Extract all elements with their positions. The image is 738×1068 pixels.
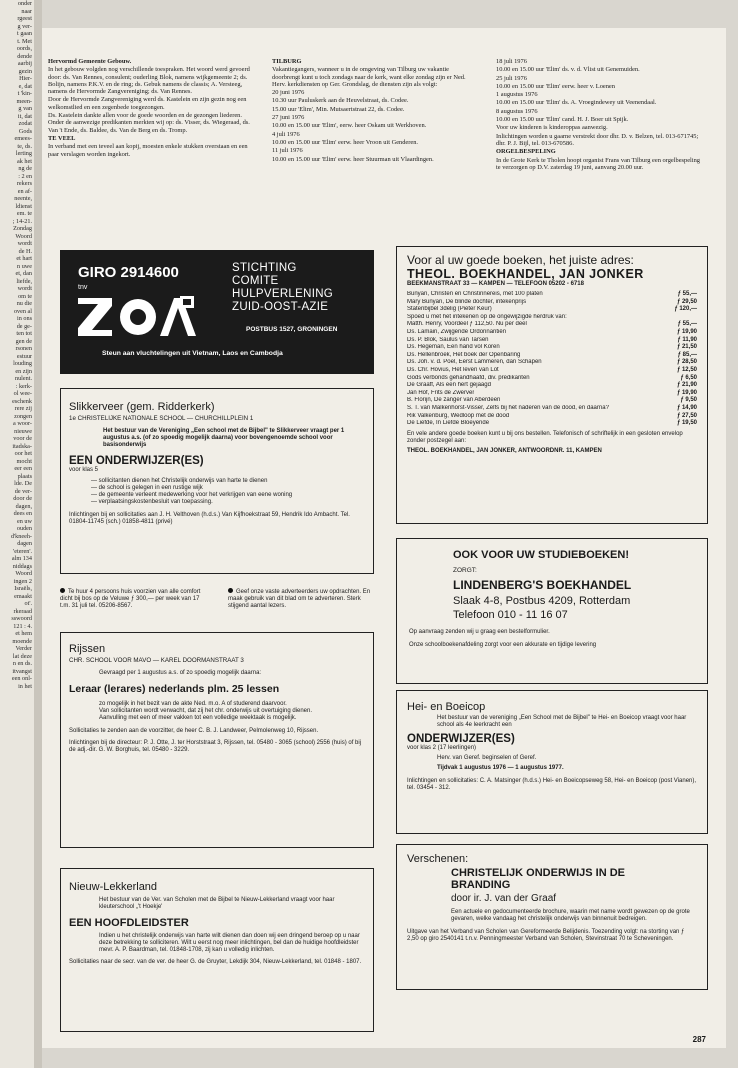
bleed-line: de ge- <box>16 322 32 330</box>
bleed-line: emaakt <box>14 592 32 600</box>
column-paragraph: 27 juni 1976 <box>272 114 305 122</box>
column-paragraph: In het gebouw volgden nog verschillende toespraken. Het woord werd gevoerd door: ds. Van Rennes, consulent; ouderling Blok, namens wijkgemeente 2; ds. Bolijn, namens P.K.V. en de ring; ds. Gebuk namens de classis; A. Versteeg, namens de Hervormde Zangvereniging; ds. Van Rennes. <box>48 66 250 96</box>
book-row <box>407 375 697 383</box>
bullet: — sollicitanten dienen het Christelijk onderwijs van harte te dienen <box>91 478 268 484</box>
bleed-line: n uwe <box>17 262 32 270</box>
ad-zorgt: ZORGT: <box>453 567 477 574</box>
ad-contact: Inlichtingen bij de directeur: P. J. Otte, J. ter Horststraat 3, Rijssen, tel. 05480 - 3065 (school) 2556 (huis) of bij de adj.-dir. G. W. Borghuis, tel. 05480 - 3229. <box>69 740 362 753</box>
ad-role: EEN HOOFDLEIDSTER <box>69 917 189 929</box>
book-price: ƒ 27,50 <box>676 412 697 419</box>
book-title: Statenbijbel 3delig (Pieter Keur) <box>407 306 492 313</box>
bleed-line: ldienst <box>15 202 32 210</box>
book-price: ƒ 6,50 <box>680 374 697 381</box>
ad-sollicitaties: Sollicitaties te zenden aan de voorzitter, de heer C. B. J. Landweer, Pelmolenweg 10, Rijssen. <box>69 728 319 734</box>
shop-address: BEEKMANSTRAAT 33 — KAMPEN — TELEFOON 05202 - 6718 <box>407 281 584 287</box>
book-title: Jan Hof, Frits de Zwerver <box>407 389 475 396</box>
bleed-line: ot'. <box>24 600 32 607</box>
column-paragraph: Ds. Kastelein dankte allen voor de goede woorden en de gezongen liederen. Onder de aanwezige predikanten merkten wij op: ds. Visser, ds. Wiegeraad, ds. Van 't Ende, ds. Baldee, ds. Van de Berg en ds. Tromp. <box>48 112 250 134</box>
book-price: ƒ 11,90 <box>677 336 697 343</box>
bullet-text: de school is gelegen in een rustige wijk <box>98 485 203 491</box>
column-paragraph: 10.00 en 15.00 uur 'Elim' ds. v. d. Vlist uit Genemuiden. <box>496 66 640 74</box>
book-price: ƒ 28,50 <box>676 359 697 366</box>
shop-address: Slaak 4-8, Postbus 4209, Rotterdam <box>453 595 631 607</box>
adjacent-page-bleed <box>0 0 34 1068</box>
stichting-line: ZUID-OOST-AZIE <box>232 301 329 313</box>
ad-title: Hei- en Boeicop <box>407 701 486 713</box>
bleed-line: itadska- <box>12 442 32 450</box>
bleed-line: om te <box>18 292 32 300</box>
bleed-line: alm 134 <box>11 555 32 562</box>
bleed-line: et, dan <box>15 270 32 277</box>
book-row <box>407 390 697 398</box>
book-price: ƒ 12,50 <box>676 366 697 373</box>
bleed-line: moende <box>12 637 32 645</box>
bleed-line: te, ds. <box>17 142 32 150</box>
ad-title: Slikkerveer (gem. Ridderkerk) <box>69 401 215 413</box>
book-price: ƒ 19,90 <box>676 389 697 396</box>
book-row <box>407 344 697 352</box>
zoa-logo-icon <box>76 294 196 338</box>
bleed-line: lat deze <box>12 652 32 660</box>
bleed-line: t 'kin- <box>17 90 32 97</box>
page-gutter <box>34 0 42 1068</box>
bleed-line: ten tot <box>16 330 32 337</box>
book-price: ƒ 19,50 <box>676 420 697 427</box>
hei-boeicop-ad <box>396 690 708 834</box>
bleed-line: estuur <box>16 352 32 360</box>
bleed-line: nu die <box>16 300 32 307</box>
top-column-1 <box>48 58 252 159</box>
bleed-line: en zijn <box>15 367 32 375</box>
book-row <box>407 420 697 428</box>
bleed-line: neente, <box>14 195 32 202</box>
book-list <box>407 291 697 428</box>
book-price: ƒ 21,50 <box>676 344 697 351</box>
ad-title: Rijssen <box>69 643 106 655</box>
top-column-3 <box>496 58 702 172</box>
bleed-line: de H. <box>18 247 32 255</box>
book-title: Matth. Henry, Voordeel ƒ 112,50. Nu per deel <box>407 321 527 328</box>
column-paragraph: Door de Hervormde Zangvereniging werd ds. Kastelein en zijn gezin nog een welkomstlied en een zegenbede toegezongen. <box>48 96 247 111</box>
bleed-line: g van <box>18 105 32 112</box>
stichting-line: HULPVERLENING <box>232 288 334 300</box>
bleed-line: rere zij <box>14 405 32 412</box>
book-row <box>407 367 697 375</box>
book-title: Ds. Chr. Hovius, Het leven van Lot <box>407 366 499 373</box>
bleed-line: wordt <box>17 240 32 247</box>
bleed-line: ng de <box>18 165 32 172</box>
book-row <box>407 337 697 345</box>
bleed-line: t. Met <box>17 37 32 45</box>
bleed-line: rgeest <box>17 15 32 22</box>
column-paragraph: Voor uw kinderen is kinderoppas aanwezig. <box>496 124 608 132</box>
bleed-line: een onl- <box>11 675 32 682</box>
column-paragraph: 1 augustus 1976 <box>496 91 538 99</box>
bleed-line: t gaan <box>17 30 32 37</box>
ad-klas: voor klas 5 <box>69 467 99 473</box>
ad-contact: Inlichtingen en sollicitaties: C. A. Matsinger (h.d.s.) Hei- en Boeicopseweg 58, Hei- en Boeicop (post Vianen), tel. 03454 - 312. <box>407 778 697 791</box>
column-paragraph: 15.00 uur 'Elim', Min. Mutsaertstraat 22, ds. Codee. <box>272 105 405 113</box>
book-row <box>407 397 697 405</box>
bleed-line: Gods <box>18 127 32 135</box>
ad-note: En vele andere goede boeken kunt u bij ons bestellen. Telefonisch of schriftelijk in een gesloten envelop zonder postzegel aan: <box>407 430 683 444</box>
book-price: ƒ 120,— <box>674 306 697 313</box>
bleed-line: dagen <box>17 540 32 547</box>
ad-body: Een actuele en gedocumenteerde brochure, waarin met name wordt gewezen op de grote gevaren, welke vandaag het christelijk onderwijs van binnenuit bedreigen. <box>451 909 690 922</box>
column-paragraph: 10.00 en 15.00 uur 'Elim' eerw. heer Vroon uit Genderen. <box>272 138 419 146</box>
bleed-line: onder <box>17 0 32 7</box>
bleed-line: 'eteren'. <box>13 547 32 555</box>
bullet-text: de gemeente verleent medewerking voor het verkrijgen van eene woning <box>98 492 293 498</box>
column-paragraph: 11 juli 1976 <box>272 147 303 155</box>
ad-body <box>99 701 365 722</box>
bleed-line: plaats <box>17 472 32 480</box>
shop-name: THEOL. BOEKHANDEL, JAN JONKER <box>407 267 644 281</box>
bleed-line: Hier- <box>19 75 32 82</box>
bleed-line: et hem <box>15 630 32 637</box>
ad-role: Leraar (lerares) nederlands plm. 25 lessen <box>69 683 280 695</box>
bleed-line: in het <box>18 682 32 690</box>
bleed-line: rkeraad <box>13 607 32 615</box>
giro-number: GIRO 2914600 <box>78 264 179 281</box>
bleed-line: gen de <box>15 337 32 345</box>
bleed-line: ingen 2 <box>13 577 32 585</box>
giro-footer: Steun aan vluchtelingen uit Vietnam, Laos en Cambodja <box>102 350 283 357</box>
bleed-line: eer een <box>14 465 32 472</box>
book-price: ƒ 85,— <box>677 351 697 358</box>
book-title: Gods verbonds gehandhaafd, div. predikanten <box>407 374 530 381</box>
column-paragraph: 25 juli 1976 <box>496 74 527 82</box>
jonker-bookshop-ad <box>396 246 708 524</box>
bleed-line: in ons <box>17 315 32 322</box>
bleed-line: meen- <box>16 97 32 105</box>
ad-line: Herv. van Geref. beginselen of Geref. <box>437 755 537 761</box>
column-paragraph: 10.00 en 15.00 uur 'Elim' eerw. heer v. Loenen <box>496 82 615 90</box>
column-paragraph: 10.30 uur Pauluskerk aan de Heuvelstraat, ds. Codee. <box>272 97 409 105</box>
column-paragraph: 8 augustus 1976 <box>496 107 538 115</box>
bullet: — de school is gelegen in een rustige wijk <box>91 485 203 491</box>
column-paragraph: 4 juli 1976 <box>272 130 300 138</box>
ad-intro: Gevraagd per 1 augustus a.s. of zo spoedig mogelijk daarna: <box>99 670 262 676</box>
bullet-dot-icon <box>228 588 233 593</box>
bullet: — verplaatsingskostenbesluit van toepassing. <box>91 499 213 505</box>
book-title: Ds. Hellenbroek, Het boek der Openbaring <box>407 351 521 358</box>
bleed-line: d'kneeh- <box>10 532 32 540</box>
bleed-line: Verder <box>15 645 32 652</box>
ad-headline: OOK VOOR UW STUDIEBOEKEN! <box>453 549 630 561</box>
bleed-line: liefde, <box>16 277 32 285</box>
column-paragraph: ORGELBESPELING <box>496 148 556 156</box>
bleed-line: wordt <box>17 285 32 292</box>
book-row <box>407 314 697 322</box>
bleed-line: niddags <box>12 562 32 570</box>
ad-body: Indien u het christelijk onderwijs van harte wilt dienen dan doen wij een dringend beroep op u naar deze betrekking te solliciteren. Wilt u eerst nog meer inlichtingen, bel dan de huidige hoofdleidster mevr. A. P. Baardman, tel. 01848-1708, zij kan u volledig inlichten. <box>99 933 360 953</box>
bleed-line: mocht <box>16 457 32 465</box>
ad-role: EEN ONDERWIJZER(ES) <box>69 455 204 467</box>
book-title: Ds. P. Blok, Saulus van Tarsen <box>407 336 489 343</box>
bleed-line: zongen <box>14 412 32 420</box>
bleed-line: en af- <box>17 187 32 195</box>
bullet: — de gemeente verleent medewerking voor het verkrijgen van eene woning <box>91 492 293 498</box>
ad-bullets <box>91 478 365 506</box>
book-title: Ds. Hegeman, Een hand vol Koren <box>407 344 500 351</box>
book-title: S. T. van Malkenhorst-Visser, Zelfs bij het naderen van de dood, en daarna? <box>407 404 609 411</box>
ad-role: ONDERWIJZER(ES) <box>407 733 515 745</box>
brochure-author: door ir. J. van der Graaf <box>451 893 557 904</box>
bleed-line: zodat <box>18 120 32 127</box>
page-number: 287 <box>692 1035 706 1044</box>
book-price: ƒ 55,— <box>677 321 697 328</box>
column-paragraph: 10.00 en 15.00 uur 'Elim', eerw. heer Oskam uit Werkhoven. <box>272 122 427 130</box>
ad-headline: Voor al uw goede boeken, het juiste adres: <box>407 253 634 267</box>
book-row <box>407 291 697 299</box>
top-column-2 <box>272 58 476 164</box>
bleed-line: aarbij <box>17 60 32 67</box>
bleed-line: lerting <box>15 150 32 157</box>
ad-intro: Het bestuur van de Ver. van Scholen met de Bijbel te Nieuw-Lekkerland vraagt voor haar kleuterschool „'t Hoekje' <box>99 897 335 910</box>
column-paragraph: 10.00 en 15.00 uur 'Elim' cand. H. J. Boer uit Spijk. <box>496 116 629 124</box>
bleed-line: ak het <box>17 157 32 165</box>
body-line: Aanvulling met een of meer vakken tot een volledige weektaak is mogelijk. <box>99 715 297 721</box>
bleed-line: emees- <box>14 135 32 142</box>
bleed-line: en uw <box>17 517 32 525</box>
bleed-line: : 2 en <box>18 172 32 180</box>
ad-intro: Het bestuur van de Vereniging „Een school met de Bijbel" te Slikkerveer vraagt per 1 augustus a.s. (of zo spoedig mogelijk daarna) voor bovengenoemde school voor basisonderwijs <box>103 428 345 448</box>
bleed-line: Woord <box>15 232 32 240</box>
book-row <box>407 405 697 413</box>
bleed-line: oven al <box>13 307 32 315</box>
bleed-line: voor de <box>13 435 32 442</box>
bullet-dot-icon <box>60 588 65 593</box>
bleed-line: n en ds. <box>12 660 32 667</box>
column-paragraph: 10.00 en 15.00 uur 'Elim' ds. A. Vroegindewey uit Veenendaal. <box>496 99 657 107</box>
bleed-line: 121 : 4. <box>13 622 32 630</box>
stichting-line: COMITE <box>232 275 279 287</box>
bleed-line: em. te <box>16 210 32 217</box>
ad-line: Tijdvak 1 augustus 1976 — 1 augustus 1977. <box>437 765 564 771</box>
bleed-line: ol wee- <box>13 390 32 397</box>
book-row <box>407 382 697 390</box>
bleed-line: eschenk <box>12 397 32 405</box>
column-paragraph: TILBURG <box>272 58 302 65</box>
brochure-title: BRANDING <box>451 879 511 891</box>
bleed-line: a woor- <box>13 420 32 427</box>
column-paragraph: TE VEEL <box>48 134 76 142</box>
book-row <box>407 352 697 360</box>
bleed-line: de ver- <box>14 487 32 495</box>
book-title: Bunyan, Christen en Christinnereis, met 100 platen <box>407 291 543 297</box>
shop-name: LINDENBERG'S BOEKHANDEL <box>453 578 632 592</box>
bleed-line: rsonen <box>15 345 32 352</box>
book-row <box>407 321 697 329</box>
column-paragraph: 18 juli 1976 <box>496 58 527 65</box>
slikkerveer-ad <box>60 388 374 574</box>
verschenen-ad <box>396 844 708 990</box>
bleed-line: : kerk- <box>15 382 32 390</box>
rijssen-ad <box>60 632 374 848</box>
giro-postbus: POSTBUS 1527, GRONINGEN <box>246 326 338 333</box>
nieuw-lekkerland-ad <box>60 868 374 1032</box>
magazine-page <box>42 28 726 1048</box>
bleed-line: et hart <box>16 255 32 262</box>
column-paragraph: 20 juni 1976 <box>272 89 305 97</box>
bleed-line: dende <box>17 52 32 60</box>
bleed-line: nulent. <box>14 375 32 382</box>
shop-phone: Telefoon 010 - 11 16 07 <box>453 609 568 621</box>
stichting-line: STICHTING <box>232 262 297 274</box>
column-paragraph: In verband met een teveel aan kopij, moesten enkele stukken overstaan en een paar verslagen worden ingekort. <box>48 143 248 158</box>
ad-contact: Sollicitaties naar de secr. van de ver. de heer G. de Gruyter, Lekdijk 304, Nieuw-Lekkerland, tel. 01848 - 1807. <box>69 959 362 965</box>
brochure-title: CHRISTELIJK ONDERWIJS IN DE <box>451 867 625 879</box>
giro-tnv: tnv <box>78 284 88 291</box>
ad-line: Onze schoolboekenafdeling zorgt voor een akkurate en tijdige levering <box>409 642 597 648</box>
bleed-line: g ver- <box>17 22 32 30</box>
small-ad-text: Te huur 4 persoons huis voorzien van alle comfort dicht bij bos op de Veluwe ƒ 300,— per week van 17 t.m. 31 juli tel. 05206-8567. <box>60 589 201 609</box>
ad-label: Verschenen: <box>407 853 469 865</box>
bleed-line: ouden <box>16 525 32 532</box>
book-title: Ds. Joh. v. d. Poel, Eerst Lammeren, dan Schapen <box>407 359 542 366</box>
ad-footer: THEOL. BOEKHANDEL, JAN JONKER, ANTWOORDNR. 11, KAMPEN <box>407 447 602 454</box>
book-title: De Liefde, In Liefde Bloeyende <box>407 420 490 427</box>
bleed-line: itvangst <box>12 667 32 675</box>
bleed-line: Woord <box>15 570 32 577</box>
bleed-line: lde. De <box>14 480 32 487</box>
bleed-line: oor het <box>14 450 32 457</box>
book-price: ƒ 55,— <box>677 291 697 297</box>
bleed-line: dees en <box>13 510 32 517</box>
bleed-line: door de <box>13 495 32 502</box>
bullet-text: sollicitanten dienen het Christelijk onderwijs van harte te dienen <box>98 478 268 484</box>
column-paragraph: Hervormd Gemeente Gebouw. <box>48 58 132 65</box>
book-row <box>407 299 697 307</box>
book-row <box>407 306 697 314</box>
bleed-line: dagen, <box>15 502 32 510</box>
book-title: Spoed u met het intekenen op de ongewijzigde herdruk van: <box>407 313 567 320</box>
bleed-line: oords, <box>16 45 32 52</box>
bleed-line: it, dat <box>17 112 32 120</box>
bleed-line: louding <box>13 360 32 367</box>
bleed-line: sswoord <box>11 615 32 622</box>
book-price: ƒ 21,90 <box>676 382 697 389</box>
ad-subtitle: CHR. SCHOOL VOOR MAVO — KAREL DOORMANSTRAAT 3 <box>69 657 244 664</box>
bleed-line: Israëls, <box>14 585 32 592</box>
bullet-text: verplaatsingskostenbesluit van toepassing. <box>98 499 213 505</box>
book-row <box>407 413 697 421</box>
book-price: ƒ 19,90 <box>676 328 697 335</box>
bleed-line: nieuwe <box>14 427 32 435</box>
book-title: Ds. Lamain, Zwijgende Ordonnantiën <box>407 328 507 335</box>
ad-subtitle: 1e CHRISTELIJKE NATIONALE SCHOOL — CHURCHILLPLEIN 1 <box>69 415 254 422</box>
small-ad-text: Geef onze vaste adverteerders uw opdrachten. En maak gebruik van dit blad om te adverteren. Sterk stijgend aantal lezers. <box>228 589 371 609</box>
column-paragraph: 10.00 en 15.00 uur 'Elim' eerw. heer Stuurman uit Vlaardingen. <box>272 155 434 163</box>
body-line: zo mogelijk in het bezit van de akte Ned. m.o. A of studerend daarvoor. <box>99 701 287 707</box>
lindenberg-ad <box>396 538 708 684</box>
body-line: Van sollicitanten wordt verwacht, dat zij het chr. onderwijs uit overtuiging dienen. <box>99 708 313 714</box>
ad-contact: Inlichtingen bij en sollicitaties aan J. H. Velthoven (h.d.s.) Van Kijfhoekstraat 59, Hendrik Ido Ambacht. Tel. 01804-11745 (sch.) 01858-4811 (privé) <box>69 512 350 525</box>
book-title: Mary Bunyan, De blinde dochter, intekenprijs <box>407 298 527 305</box>
book-row <box>407 329 697 337</box>
book-row <box>407 359 697 367</box>
ad-footer: Uitgave van het Verband van Scholen van Gereformeerde Belijdenis. Toezending volgt: na storting van ƒ 2,50 op giro 2540141 t.n.v. Penningmeester Verband van Scholen, Stevinstraat 70 te Scheveningen. <box>407 929 685 942</box>
book-title: Rik Valkenburg, Wedloop met de dood <box>407 412 510 419</box>
stichting-name <box>232 262 333 314</box>
column-paragraph: In de Grote Kerk te Tholen hoopt organist Frans van Tilburg een orgelbespeling te verzorgen op D.V. zaterdag 19 juni, aanvang 20.00 uur. <box>496 156 700 171</box>
ad-title: Nieuw-Lekkerland <box>69 881 158 893</box>
bleed-line: e, dat <box>18 82 32 90</box>
book-price: ƒ 9,50 <box>680 397 697 404</box>
book-price: ƒ 14,90 <box>676 404 697 411</box>
small-ad-left <box>60 588 210 610</box>
bleed-line: naar <box>21 7 32 15</box>
bleed-line: Zondag <box>13 225 32 232</box>
bleed-line: rekers <box>16 180 32 187</box>
bleed-line: gezin <box>18 67 32 75</box>
bleed-line: ; 14-21. <box>12 217 32 225</box>
column-paragraph: Vakantiegangers, wanneer u in de omgeving van Tilburg uw vakantie doorbrengt kunt u toch zondags naar de kerk, want elke zondag zijn er Ned. Herv. kerkdiensten op Ger. Grondslag, de diensten zijn als volgt: <box>272 66 466 88</box>
ad-line: Op aanvraag zenden wij u graag een bestelformulier. <box>409 629 550 635</box>
column-paragraph: Inlichtingen worden u gaarne verstrekt door dhr. D. v. Belzen, tel. 013-671745; dhr. P. J. Bijl, tel. 013-670586. <box>496 132 699 147</box>
book-price: ƒ 29,50 <box>676 298 697 305</box>
book-title: De Graaff, Als een hert gejaagd <box>407 382 491 389</box>
ad-intro: Het bestuur van de vereniging „Een School met de Bijbel" te Hei- en Boeicop vraagt voor haar school als 4e leerkracht een <box>437 715 687 728</box>
ad-klas: voor klas 2 (17 leerlingen) <box>407 745 477 751</box>
giro-ad <box>60 250 374 374</box>
book-title: B. Florijn, De zanger van Aberdeen <box>407 397 501 404</box>
small-ad-right <box>228 588 378 610</box>
